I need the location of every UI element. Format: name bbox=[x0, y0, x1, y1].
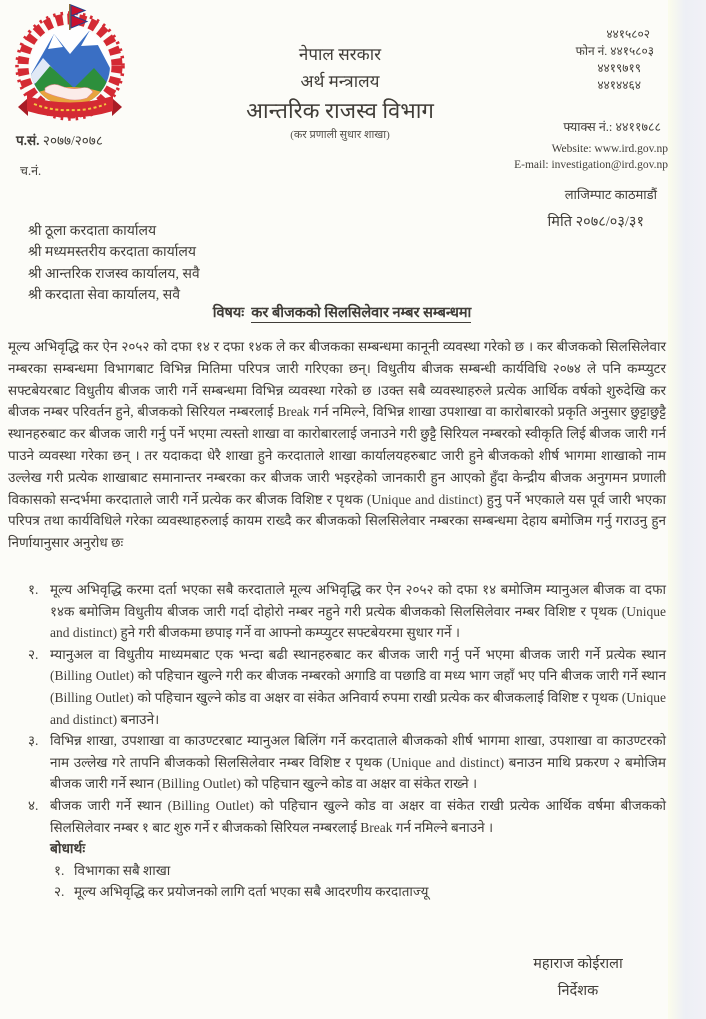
bodharth-item bbox=[8, 881, 666, 903]
phone-number-1: ४४१५८०२ bbox=[606, 27, 650, 41]
government-name: नेपाल सरकार bbox=[298, 45, 382, 64]
recipient-line: श्री करदाता सेवा कार्यालय, सवै bbox=[28, 288, 181, 304]
directive-text: मूल्य अभिवृद्धि करमा दर्ता भएका सबै करदाताले मूल्य अभिवृद्धि कर ऐन २०५२ को दफा १४ बमोजिम म्यानुअल बीजक वा दफा १४क बमोजिम विधुतीय बीजक जारी गर्दा दोहोरो नम्बर नहुने गरी प्रत्येक बीजकको सिलसिलेवार नम्बर विशिष्ट र पृथक (Unique and distinct) हुने गरी बीजकमा छपाइ गर्ने वा आफ्नो कम्प्युटर सफ्टबेयरमा सुधार गर्ने । bbox=[50, 582, 666, 641]
directive-text: म्यानुअल वा विधुतीय माध्यमबाट एक भन्दा बढी स्थानहरुबाट कर बीजक जारी गर्नु पर्ने भएमा बीजक जारी गर्ने प्रत्येक स्थान (Billing Outlet) को पहिचान खुल्ने गरी कर बीजक नम्बरको अगाडि वा पछाडि वा मध्य भाग जहाँ भए पनि बीजक जारी गर्ने स्थान (Billing Outlet) को पहिचान खुल्ने कोड वा अक्षर वा संकेत अनिवार्य रुपमा राखी प्रत्येक कर बीजकलाई विशिष्ट र पृथक (Unique and distinct) बनाउने। bbox=[50, 646, 666, 727]
directive-item bbox=[8, 644, 666, 730]
recipient-line: श्री आन्तरिक राजस्व कार्यालय, सवै bbox=[28, 266, 200, 282]
ref-number-label: प.सं. bbox=[16, 133, 40, 148]
directive-item bbox=[8, 730, 666, 795]
fax-number: फ्याक्स नं.: ४४११७८८ bbox=[563, 120, 661, 134]
section-name: (कर प्रणाली सुधार शाखा) bbox=[290, 129, 390, 141]
website-text: Website: www.ird.gov.np bbox=[551, 143, 668, 155]
bodharth-number: २. bbox=[54, 884, 65, 900]
nepal-government-emblem-icon bbox=[14, 2, 126, 126]
directive-text: बीजक जारी गर्ने स्थान (Billing Outlet) को पहिचान खुल्ने कोड वा अक्षर वा संकेत राखी प्रत्येक आर्थिक वर्षमा बीजकको सिलसिलेवार नम्बर १ बाट शुरु गर्ने र बीजकको सिरियल नम्बरलाई Break गर्न नमिल्ने बनाउने । bbox=[50, 797, 666, 835]
body-paragraph: मूल्य अभिवृद्धि कर ऐन २०५२ को दफा १४ र दफा १४क ले कर बीजकका सम्बन्धमा कानूनी व्यवस्था गरेको छ । कर बीजकको सिलसिलेवार नम्बरका सम्बन्धमा विभागबाट विभिन्न मितिमा परिपत्र जारी गरिएका छन्। विधुतीय बीजक सम्बन्धी कार्यविधि २०७४ ले पनि कम्प्युटर सफ्टबेयरबाट विधुतीय बीजक जारी गर्ने सम्बन्धमा विभिन्न व्यवस्था गरेको छ ।उक्त सबै व्यवस्थाहरुले प्रत्येक आर्थिक वर्षको शुरुदेखि कर बीजक नम्बर परिवर्तन हुने, बीजकको सिरियल नम्बरलाई Break गर्न नमिल्ने, विभिन्न शाखा उपशाखा वा कारोबारको प्रकृति अनुसार छुट्टाछुट्टै स्थानहरुबाट कर बीजक जारी गर्नु पर्ने भएमा त्यस्तो शाखा वा कारोबारलाई जनाउने गरी छुट्टै सिरियल नम्बरको स्वीकृति लिई बीजक जारी गर्न पाउने व्यवस्था गरेका छन् । तर यदाकदा धेरै शाखा हुने करदाताले शाखा कार्यालयहरुबाट जारी हुने बीजकको शीर्ष भागमा शाखाको नाम उल्लेख गरी प्रत्येक शाखाबाट समानान्तर नम्बरका कर बीजक जारी भइरहेको जानकारी हुन आएको हुँदा केन्द्रीय बीजक अनुगमन प्रणाली विकासको सन्दर्भमा करदाताले जारी गर्ने प्रत्येक कर बीजक विशिष्ट र पृथक (Unique and distinct) हुनु पर्ने भएकाले यस पूर्व जारी भएका परिपत्र तथा कार्यविधिले गरेका व्यवस्थाहरुलाई कायम राख्दै कर बीजकको सिलसिलेवार नम्बरका सम्बन्धमा देहाय बमोजिम गर्नु गराउनु हुन निर्णायानुसार अनुरोध छः bbox=[8, 339, 666, 551]
subject-label: विषयः bbox=[212, 305, 245, 321]
letterhead-center bbox=[165, 42, 515, 144]
letter-date: मिति २०७८/०३/३१ bbox=[547, 214, 644, 230]
recipients-list bbox=[28, 221, 200, 307]
subject-line bbox=[0, 302, 684, 322]
lower-section bbox=[8, 579, 666, 903]
bodharth-label: बोधार्थः bbox=[50, 841, 86, 857]
directive-text: विभिन्न शाखा, उपशाखा वा काउण्टरबाट म्यानुअल बिलिंग गर्ने करदाताले बीजकको शीर्ष भागमा शाखा, उपशाखा वा काउण्टरको नाम उल्लेख गरे तापनि बीजकको सिलसिलेवार नम्बर विशिष्ट र पृथक (Unique and distinct) बनाउन माथि प्रकरण २ बमोजिम बीजक जारी गर्ने स्थान (Billing Outlet) को पहिचान खुल्ने कोड वा अक्षर वा संकेत राख्ने । bbox=[50, 733, 666, 792]
ref-number-line bbox=[16, 131, 103, 149]
directive-number: १. bbox=[28, 582, 39, 597]
directive-number: ३. bbox=[28, 733, 39, 749]
phone-number-3: ४४१९७१९ bbox=[597, 61, 641, 75]
signatory-title: निर्देशक bbox=[557, 982, 599, 999]
bodharth-number: १. bbox=[54, 862, 65, 878]
ministry-name: अर्थ मन्त्रालय bbox=[300, 72, 380, 91]
directives-list bbox=[8, 579, 666, 838]
phone-number-4: ४४१४४६४ bbox=[597, 78, 641, 92]
directive-number: ४. bbox=[28, 797, 39, 813]
directive-item bbox=[8, 579, 666, 644]
subject-text: कर बीजकको सिलसिलेवार नम्बर सम्बन्धमा bbox=[251, 305, 472, 321]
scan-edge bbox=[668, 0, 706, 1019]
dispatch-number-label: च.नं. bbox=[20, 164, 42, 178]
directive-item bbox=[8, 795, 666, 838]
bodharth-text: मूल्य अभिवृद्धि कर प्रयोजनको लागि दर्ता भएका सबै आदरणीय करदाताज्यू bbox=[74, 884, 429, 900]
bodharth-item bbox=[8, 860, 666, 882]
bodharth-list bbox=[8, 860, 666, 903]
signature-block bbox=[468, 951, 688, 1004]
signatory-name: महाराज कोईराला bbox=[533, 956, 623, 972]
directive-number: २. bbox=[28, 646, 39, 662]
recipient-line: श्री मध्यमस्तरीय करदाता कार्यालय bbox=[28, 245, 196, 261]
email-text: E-mail: investigation@ird.gov.np bbox=[514, 159, 668, 171]
recipient-line: श्री ठूला करदाता कार्यालय bbox=[28, 224, 157, 239]
bodharth-text: विभागका सबै शाखा bbox=[74, 862, 171, 878]
phone-number-2: फोन नं. ४४१५८०३ bbox=[575, 44, 654, 58]
letterhead-contact bbox=[514, 26, 668, 231]
ref-number-value: २०७७/२०७८ bbox=[42, 133, 103, 148]
department-name: आन्तरिक राजस्व विभाग bbox=[246, 98, 434, 123]
office-address: लाजिम्पाट काठमाडौं bbox=[564, 187, 657, 202]
